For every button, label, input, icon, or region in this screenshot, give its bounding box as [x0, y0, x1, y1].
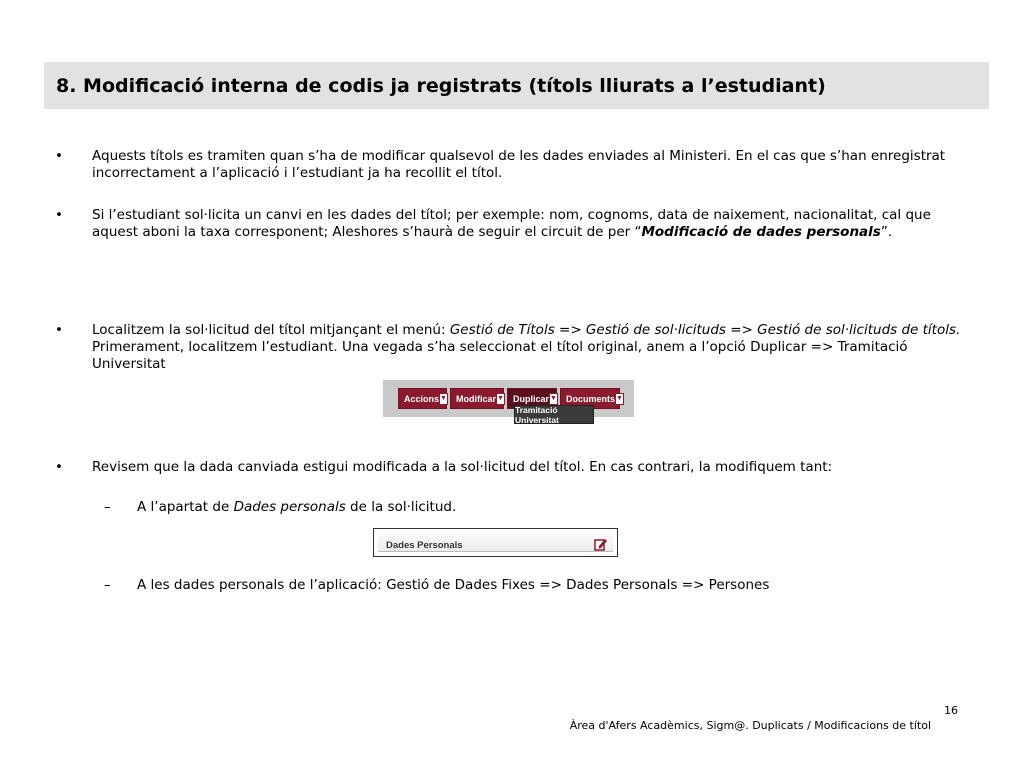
chevron-down-icon: ▼ — [549, 393, 558, 405]
documents-label: Documents — [566, 393, 616, 404]
paragraph-2-emphasis: Modificació de dades personals — [641, 224, 881, 240]
section-title: 8. Modificació interna de codis ja registrats (títols lliurats a l’estudiant) — [56, 74, 826, 97]
duplicar-label: Duplicar — [513, 393, 550, 404]
paragraph-4: Revisem que la dada canviada estigui modificada a la sol·licitud del títol. En cas contrari, la modifiquem tant: — [92, 459, 833, 475]
page-number: 16 — [944, 704, 958, 717]
sub-item-1 — [137, 499, 957, 516]
paragraph-1: Aquests títols es tramiten quan s’ha de modificar qualsevol de les dades enviades al Ministeri. En el cas que s’han enregistrat incorrectament a l’aplicació i l’estudiant ja ha recollit el títol. — [92, 148, 946, 181]
bullet-marker: • — [55, 207, 63, 223]
section-title-bar — [44, 62, 989, 109]
dades-personals-panel — [378, 533, 613, 552]
menu-path: Gestió de Títols => Gestió de sol·licituds => Gestió de sol·licituds de títols. — [449, 322, 961, 338]
sub-item-1-text: A l’apartat de — [137, 499, 234, 515]
modificar-label: Modificar — [456, 393, 497, 404]
dash-marker: – — [104, 577, 111, 593]
sub-item-1-tail: de la sol·licitud. — [345, 499, 457, 515]
paragraph-3-text: Localitzem la sol·licitud del títol mitjançant el menú: — [92, 322, 450, 338]
tramitacio-universitat-menu-item[interactable]: Tramitació Universitat — [514, 405, 594, 424]
bullet-marker: • — [55, 459, 63, 475]
paragraph-3 — [92, 322, 962, 373]
sub-item-2: A les dades personals de l’aplicació: Gestió de Dades Fixes => Dades Personals => Persones — [137, 577, 770, 593]
edit-icon[interactable] — [594, 536, 608, 550]
paragraph-2 — [92, 207, 962, 241]
dades-personals-label: Dades Personals — [386, 540, 463, 551]
paragraph-2-tail: ”. — [880, 224, 893, 240]
paragraph-3-tail: Primerament, localitzem l’estudiant. Una vegada s’ha seleccionat el títol original, anem a l’opció Duplicar => Tramitació Universitat — [92, 339, 908, 372]
chevron-down-icon: ▼ — [615, 393, 624, 405]
footer-text: Àrea d'Afers Acadèmics, Sigm@. Duplicats / Modificacions de títol — [569, 719, 931, 732]
menu-screenshot — [383, 380, 634, 417]
dades-personals-screenshot — [373, 528, 618, 557]
bullet-marker: • — [55, 322, 63, 338]
chevron-down-icon: ▼ — [496, 393, 505, 405]
bullet-marker: • — [55, 148, 63, 164]
accions-label: Accions — [404, 393, 440, 404]
paragraph-2-text: Si l’estudiant sol·licita un canvi en les dades del títol; per exemple: nom, cognoms, data de naixement, nacionalitat, cal que aquest aboni la taxa corresponent; Aleshores s’haurà de seguir el circuit de per “ — [92, 207, 931, 240]
accions-menu-button[interactable] — [398, 388, 447, 409]
chevron-down-icon: ▼ — [439, 393, 448, 405]
dash-marker: – — [104, 499, 111, 515]
modificar-menu-button[interactable] — [450, 388, 504, 409]
sub-item-1-emphasis: Dades personals — [233, 499, 346, 515]
